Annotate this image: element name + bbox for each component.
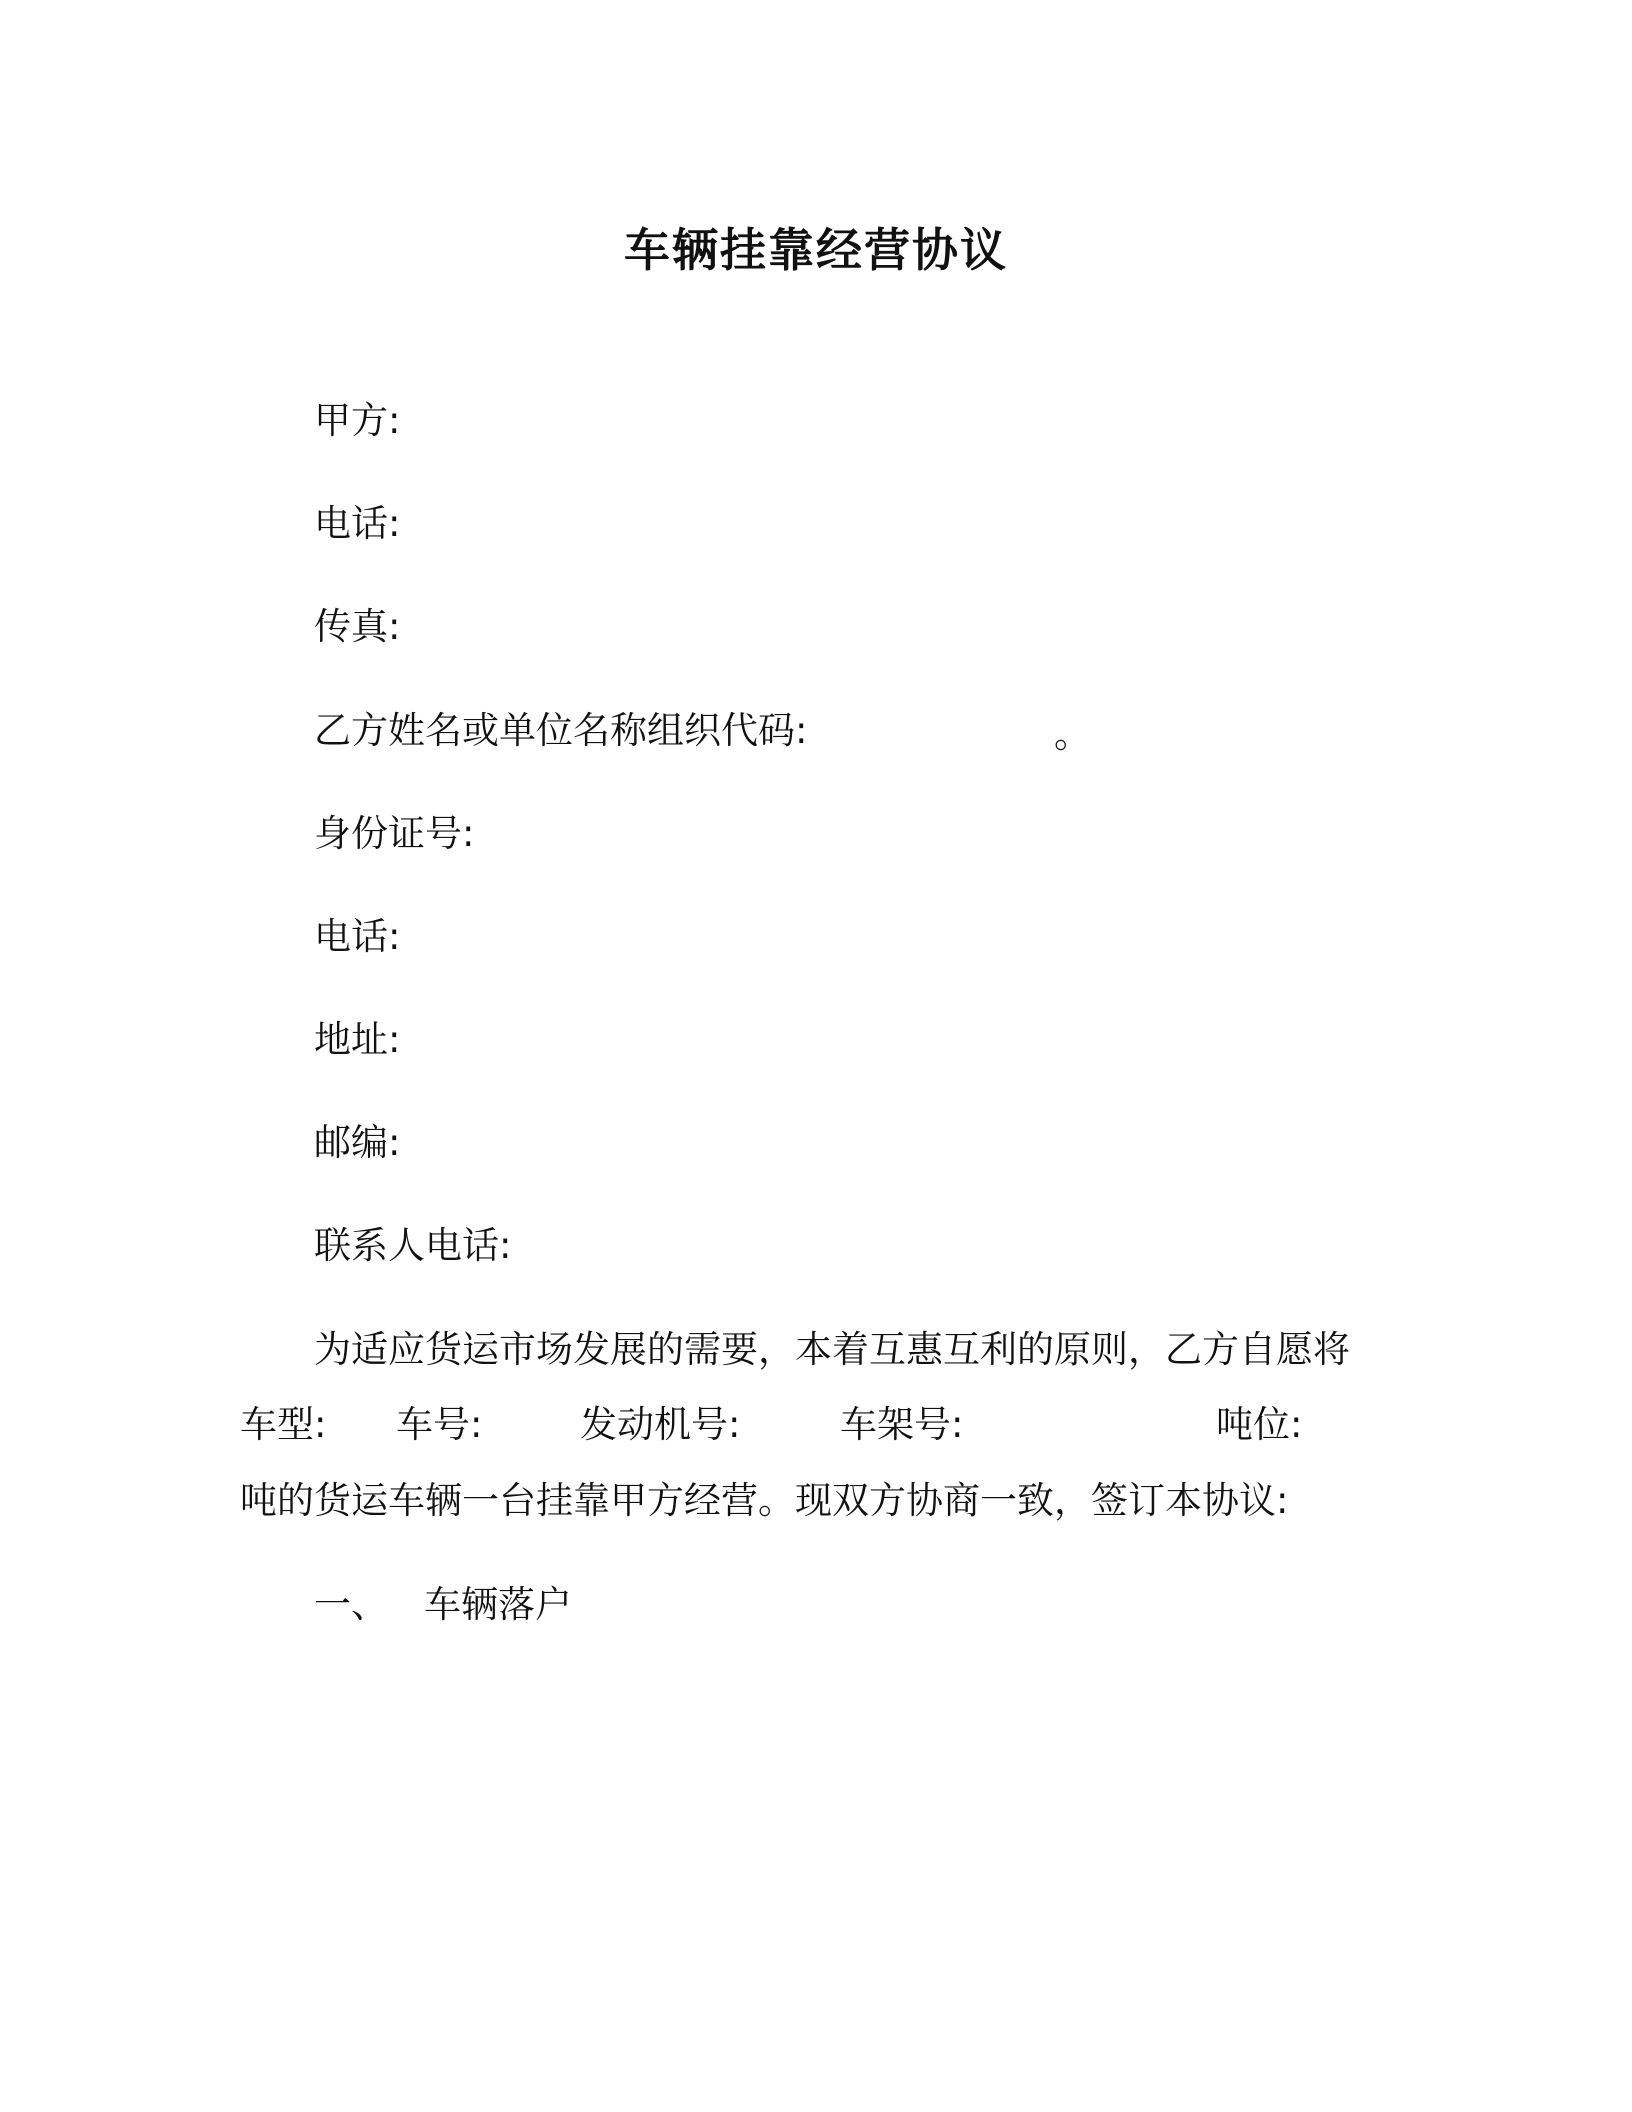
party-b-name-label: 乙方姓名或单位名称组织代码: [314, 709, 808, 752]
section-1-title: 车辆落户 [424, 1583, 572, 1626]
party-a-phone-field: 电话: [314, 502, 401, 545]
plate-number-label: 车号: [396, 1403, 483, 1446]
party-b-phone-field: 电话: [314, 915, 401, 958]
party-a-fax-field: 传真: [314, 605, 401, 648]
tonnage-label: 吨位: [1216, 1403, 1303, 1446]
party-b-name-trailing-mark: 。 [1054, 713, 1091, 756]
frame-number-label: 车架号: [840, 1403, 964, 1446]
intro-paragraph-line-2 [0, 1398, 1632, 1452]
party-b-contact-phone-field: 联系人电话: [314, 1224, 512, 1267]
party-b-name-field [314, 704, 807, 758]
document-title: 车辆挂靠经营协议 [624, 223, 1008, 277]
intro-paragraph-line-3: 吨的货运车辆一台挂靠甲方经营。现双方协商一致，签订本协议: [240, 1479, 1289, 1522]
section-1-number: 一、 [314, 1583, 388, 1626]
engine-number-label: 发动机号: [580, 1403, 741, 1446]
party-b-address-field: 地址: [314, 1018, 401, 1061]
party-a-name-field: 甲方: [314, 399, 401, 442]
party-b-id-field: 身份证号: [314, 812, 475, 855]
section-1-heading [0, 1578, 1632, 1632]
intro-paragraph-line-1: 为适应货运市场发展的需要，本着互惠互利的原则，乙方自愿将 [314, 1328, 1350, 1371]
vehicle-type-label: 车型: [240, 1403, 327, 1446]
party-b-postcode-field: 邮编: [314, 1121, 401, 1164]
